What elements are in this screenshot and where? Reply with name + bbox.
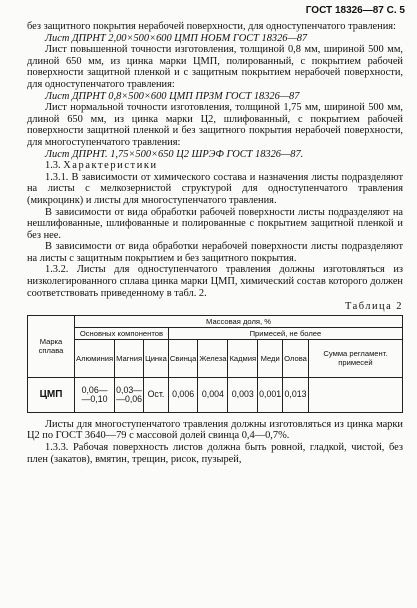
grade-header: Марка сплава <box>28 315 75 377</box>
designation-example: Лист ДПРНТ. 1,75×500×650 Ц2 ШРЭФ ГОСТ 18326—87. <box>45 148 304 160</box>
paragraph: Лист повышенной точности изготовления, толщиной 0,8 мм, шириной 500 мм, длиной 650 мм, из цинка марки ЦМП, полированный, с покрытием рабочей поверхности защитной пленкой и с защитным покрытием нерабочей поверхности, для одноступенчатого травления: <box>27 44 403 90</box>
paragraph: 1.3.1. В зависимости от химического состава и назначения листы подразделяют на листы с мелкозернистой структурой для одноступенчатого травления (микроцинк) и листы для многоступенчатого травления. <box>27 171 403 206</box>
column-header: Магния <box>115 339 144 377</box>
column-header: Сумма регламент. примесей <box>308 339 402 377</box>
column-header: Кадмия <box>228 339 258 377</box>
table-cell <box>308 377 402 412</box>
table-cell: 0,013 <box>283 377 309 412</box>
paragraph: В зависимости от вида обработки нерабочей поверхности листы подразделяют на листы с защитным покрытием и без защитного покрытия. <box>27 241 403 264</box>
paragraph: В зависимости от вида обработки рабочей поверхности листы подразделяют на нешлифованные, шлифованные и полированные с покрытием защитной пленкой и без нее. <box>27 206 403 241</box>
paragraph: Лист нормальной точности изготовления, толщиной 1,75 мм, шириной 500 мм, длиной 650 мм, из цинка марки Ц2, шлифованный, с покрытием рабочей поверхности защитной пленкой и без защитного покрытия нерабочей поверхности, для многоступенчатого травления: <box>27 102 403 148</box>
impurities-header: Примесей, не более <box>168 327 402 339</box>
table-cell: 0,03— —0,06 <box>115 377 144 412</box>
table-cell: Ост. <box>144 377 169 412</box>
paragraph: без защитного покрытия нерабочей поверхности, для одноступенчатого травления: <box>27 21 396 32</box>
paragraph: 1.3.3. Рабочая поверхность листов должна быть ровной, гладкой, чистой, без плен (закатов), вмятин, трещин, рисок, пузырей, <box>27 442 403 465</box>
section-number: 1.3. <box>45 160 61 172</box>
section-heading <box>27 160 403 172</box>
page-header: ГОСТ 18326—87 С. 5 <box>305 5 405 16</box>
column-header: Алюминия <box>75 339 115 377</box>
table-cell: 0,006 <box>168 377 198 412</box>
document-body <box>27 21 403 465</box>
column-header: Цинка <box>144 339 169 377</box>
mass-fraction-header: Массовая доля, % <box>75 315 403 327</box>
table-cell: 0,001 <box>258 377 283 412</box>
composition-table <box>27 315 403 413</box>
section-title: Характеристики <box>63 160 158 172</box>
table-cell: 0,06— —0,10 <box>75 377 115 412</box>
designation-example: Лист ДПРНТ 2,00×500×600 ЦМП НОБМ ГОСТ 18326—87 <box>45 32 308 44</box>
column-header: Олова <box>283 339 309 377</box>
column-header: Железа <box>198 339 228 377</box>
paragraph: 1.3.2. Листы для одноступенчатого травления должны изготовляться из низколегированного сплава цинка марки ЦМП, химический состав которого должен соответствовать приведенному в табл. 2. <box>27 264 403 299</box>
grade-cell: ЦМП <box>28 377 75 412</box>
table-row <box>28 377 403 412</box>
column-header: Меди <box>258 339 283 377</box>
table-cell: 0,003 <box>228 377 258 412</box>
paragraph: Листы для многоступенчатого травления должны изготовляться из цинка марки Ц2 по ГОСТ 3640—79 с массовой долей свинца 0,4—0,7%. <box>27 418 403 442</box>
designation-example: Лист ДПРНТ 0,8×500×600 ЦМП ПРЗМ ГОСТ 18326—87 <box>45 90 300 102</box>
table-cell: 0,004 <box>198 377 228 412</box>
table-caption: Таблица 2 <box>345 301 403 313</box>
column-header: Свинца <box>168 339 198 377</box>
main-components-header: Основных компонентов <box>75 327 169 339</box>
